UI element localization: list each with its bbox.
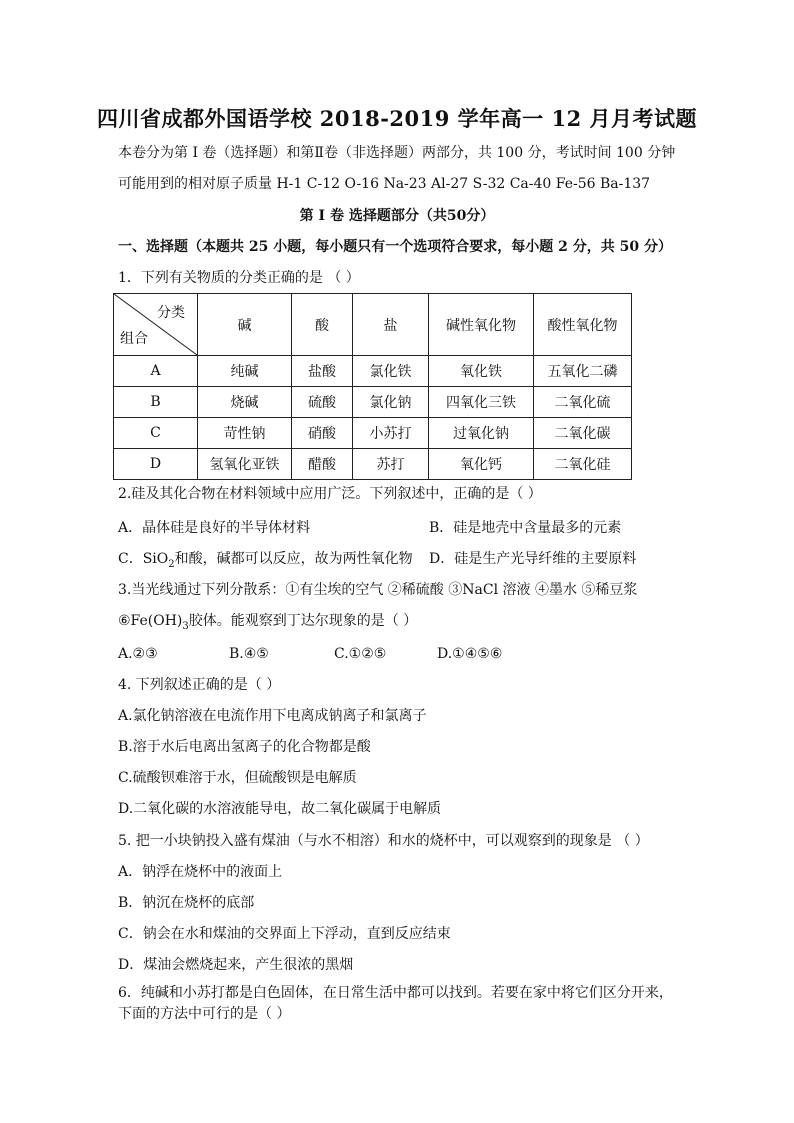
table-row (114, 356, 632, 387)
question-1-stem: 1．下列有关物质的分类正确的是 （ ） (118, 270, 360, 286)
table-row (114, 418, 632, 449)
table-cell: 醋酸 (292, 449, 353, 480)
table-cell: 二氧化硅 (534, 449, 632, 480)
question-3-option-c: C.①②⑤ (334, 646, 387, 662)
row-label: A (114, 356, 198, 387)
table-cell: 苛性钠 (198, 418, 292, 449)
table-cell: 纯碱 (198, 356, 292, 387)
question-2-option-b: B．硅是地壳中含量最多的元素 (429, 520, 622, 536)
table-row (114, 387, 632, 418)
question-5-stem: 5. 把一小块钠投入盛有煤油（与水不相溶）和水的烧杯中，可以观察到的现象是 （ ） (118, 833, 649, 849)
question-3-option-b: B.④⑤ (229, 646, 269, 662)
question-2-option-d: D．硅是生产光导纤维的主要原料 (429, 551, 637, 567)
table-cell: 苏打 (353, 449, 429, 480)
section-title: 第 I 卷 选择题部分（共50分） (299, 208, 495, 224)
question-3-option-d: D.①④⑤⑥ (437, 646, 503, 662)
part-title: 一、选择题（本题共 25 小题，每小题只有一个选项符合要求，每小题 2 分，共 50 分） (118, 239, 672, 255)
question-6-stem-cont: 下面的方法中可行的是（ ） (118, 1006, 291, 1022)
table-cell: 四氧化三铁 (429, 387, 534, 418)
table-header-cell: 酸性氧化物 (534, 294, 632, 356)
table-cell: 氧化钙 (429, 449, 534, 480)
corner-label-group: 组合 (120, 331, 148, 347)
question-2-option-c: C．SiO$_2$和酸，碱都可以反应，故为两性氧化物 (118, 551, 413, 570)
table-cell: 盐酸 (292, 356, 353, 387)
table-cell: 氧化铁 (429, 356, 534, 387)
table-header-cell: 碱性氧化物 (429, 294, 534, 356)
corner-label-category: 分类 (157, 305, 185, 321)
row-label: B (114, 387, 198, 418)
question-2-stem: 2.硅及其化合物在材料领域中应用广泛。下列叙述中，正确的是（ ） (118, 486, 542, 502)
question-5-option-d: D．煤油会燃烧起来，产生很浓的黑烟 (118, 957, 354, 973)
table-cell: 二氧化碳 (534, 418, 632, 449)
table-cell: 二氧化硫 (534, 387, 632, 418)
question-3-stem-cont: $⑥Fe(OH)_3$胶体。能观察到丁达尔现象的是（ ） (118, 613, 418, 632)
table-corner-cell (114, 294, 198, 356)
table-cell: 氢氧化亚铁 (198, 449, 292, 480)
table-row (114, 449, 632, 480)
table-cell: 氯化铁 (353, 356, 429, 387)
question-4-stem: 4. 下列叙述正确的是（ ） (118, 677, 281, 693)
table-cell: 过氧化钠 (429, 418, 534, 449)
question-5-option-c: C．钠会在水和煤油的交界面上下浮动，直到反应结束 (118, 926, 451, 942)
question-5-option-b: B．钠沉在烧杯的底部 (118, 895, 255, 911)
exam-intro: 本卷分为第 I 卷（选择题）和第Ⅱ卷（非选择题）两部分，共 100 分，考试时间 100 分钟 (118, 145, 676, 161)
question-2-option-a: A．晶体硅是良好的半导体材料 (118, 520, 311, 536)
table-cell: 小苏打 (353, 418, 429, 449)
row-label: D (114, 449, 198, 480)
table-cell: 硫酸 (292, 387, 353, 418)
exam-title: 四川省成都外国语学校 2018-2019 学年高一 12 月月考试题 (96, 106, 698, 131)
question-5-option-a: A．钠浮在烧杯中的液面上 (118, 864, 283, 880)
table-cell: 烧碱 (198, 387, 292, 418)
row-label: C (114, 418, 198, 449)
table-cell: 硝酸 (292, 418, 353, 449)
classification-table (113, 293, 632, 480)
table-cell: 氯化钠 (353, 387, 429, 418)
table-header-cell: 盐 (353, 294, 429, 356)
question-4-option-d: D.二氧化碳的水溶液能导电，故二氧化碳属于电解质 (118, 801, 442, 817)
table-header-cell: 酸 (292, 294, 353, 356)
atomic-mass-line: 可能用到的相对原子质量 H-1 C-12 O-16 Na-23 Al-27 S-32 Ca-40 Fe-56 Ba-137 (118, 176, 651, 192)
question-6-stem: 6．纯碱和小苏打都是白色固体，在日常生活中都可以找到。若要在家中将它们区分开来， (118, 985, 673, 1001)
question-4-option-b: B.溶于水后电离出氢离子的化合物都是酸 (118, 739, 371, 755)
table-cell: 五氧化二磷 (534, 356, 632, 387)
table-header-row (114, 294, 632, 356)
question-3-stem: 3.当光线通过下列分散系：①有尘埃的空气 ②稀硫酸 ③NaCl 溶液 ④墨水 ⑤稀豆浆 (118, 582, 638, 598)
question-4-option-c: C.硫酸钡难溶于水，但硫酸钡是电解质 (118, 770, 357, 786)
question-4-option-a: A.氯化钠溶液在电流作用下电离成钠离子和氯离子 (118, 708, 427, 724)
table-header-cell: 碱 (198, 294, 292, 356)
question-3-option-a: A.②③ (118, 646, 158, 662)
